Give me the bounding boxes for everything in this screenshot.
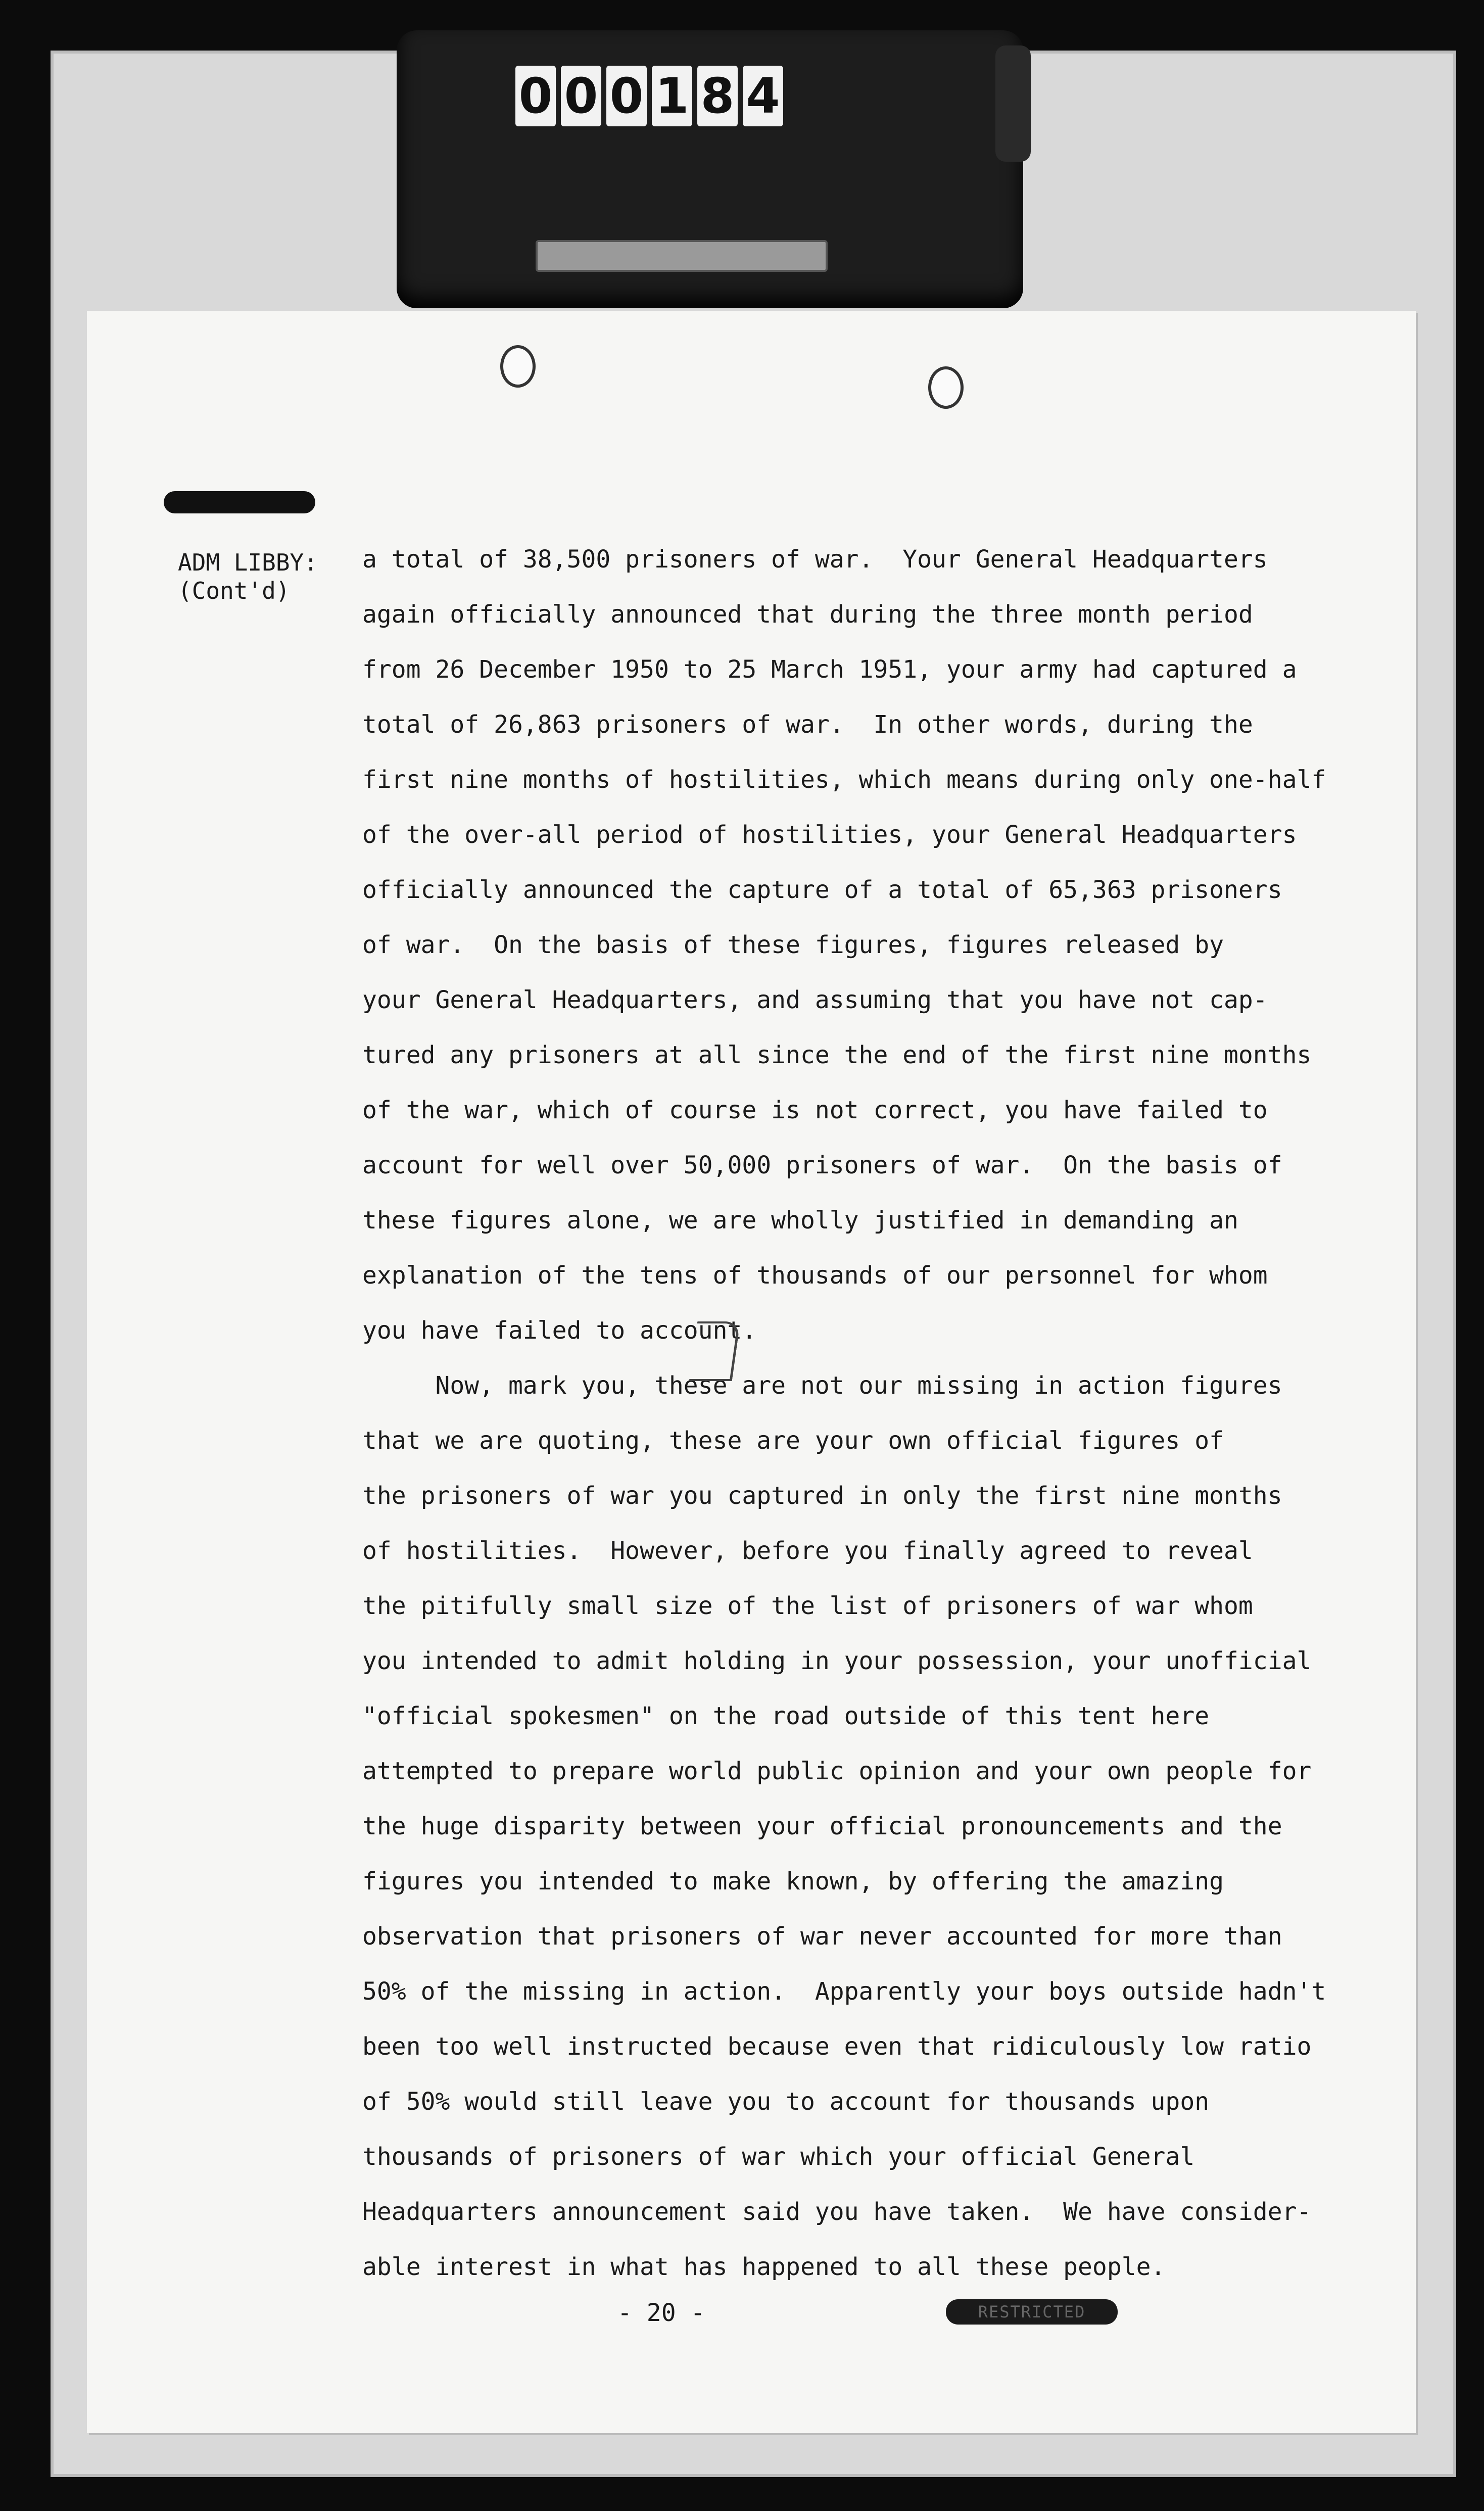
- text-line: of 50% would still leave you to account for thousands upon: [362, 2088, 1210, 2116]
- text-line: able interest in what has happened to all these people.: [362, 2253, 1166, 2281]
- text-line: first nine months of hostilities, which means during only one-half: [362, 766, 1326, 794]
- text-line: that we are quoting, these are your own official figures of: [362, 1427, 1224, 1455]
- frame-counter: [515, 66, 783, 126]
- pencil-bracket-mark: [689, 1321, 741, 1381]
- counter-digit: 0: [515, 66, 556, 126]
- counter-digit: 8: [697, 66, 738, 126]
- text-line: the pitifully small size of the list of prisoners of war whom: [362, 1592, 1253, 1620]
- text-line: Now, mark you, these are not our missing in action figures: [362, 1371, 1282, 1400]
- text-line: of the war, which of course is not correct, you have failed to: [362, 1096, 1268, 1124]
- text-line: attempted to prepare world public opinion and your own people for: [362, 1757, 1312, 1785]
- text-line: figures you intended to make known, by offering the amazing: [362, 1867, 1224, 1896]
- text-line: the huge disparity between your official pronouncements and the: [362, 1812, 1282, 1840]
- text-line: officially announced the capture of a total of 65,363 prisoners: [362, 876, 1282, 904]
- text-line: your General Headquarters, and assuming that you have not cap-: [362, 986, 1268, 1014]
- document-page: [87, 311, 1416, 2433]
- text-line: of war. On the basis of these figures, figures released by: [362, 931, 1224, 959]
- speaker-label: ADM LIBBY: (Cont'd): [178, 549, 318, 604]
- text-line: 50% of the missing in action. Apparently your boys outside hadn't: [362, 1977, 1326, 2006]
- text-line: you intended to admit holding in your possession, your unofficial: [362, 1647, 1312, 1675]
- text-line: thousands of prisoners of war which your official General: [362, 2143, 1195, 2171]
- body-text: [362, 544, 1363, 2307]
- page-number: - 20 -: [617, 2299, 705, 2327]
- counter-digit: 0: [606, 66, 647, 126]
- counter-digit: 1: [652, 66, 692, 126]
- counter-plate: [536, 240, 828, 272]
- counter-digit: 4: [743, 66, 783, 126]
- text-line: of hostilities. However, before you finally agreed to reveal: [362, 1537, 1253, 1565]
- text-line: account for well over 50,000 prisoners of war. On the basis of: [362, 1151, 1282, 1179]
- text-line: the prisoners of war you captured in only the first nine months: [362, 1482, 1282, 1510]
- text-line: observation that prisoners of war never accounted for more than: [362, 1922, 1282, 1951]
- text-line: total of 26,863 prisoners of war. In other words, during the: [362, 710, 1253, 739]
- text-line: been too well instructed because even that ridiculously low ratio: [362, 2032, 1312, 2061]
- counter-digit: 0: [561, 66, 601, 126]
- text-line: from 26 December 1950 to 25 March 1951, your army had captured a: [362, 655, 1297, 684]
- text-line: a total of 38,500 prisoners of war. Your General Headquarters: [362, 545, 1268, 574]
- text-line: these figures alone, we are wholly justified in demanding an: [362, 1206, 1238, 1235]
- restricted-stamp: RESTRICTED: [946, 2299, 1118, 2325]
- text-line: again officially announced that during the three month period: [362, 600, 1253, 629]
- punch-hole: [500, 345, 536, 388]
- redaction-bar: [164, 491, 315, 513]
- text-line: of the over-all period of hostilities, your General Headquarters: [362, 821, 1297, 849]
- punch-hole: [928, 366, 964, 409]
- text-line: "official spokesmen" on the road outside of this tent here: [362, 1702, 1210, 1730]
- text-line: Headquarters announcement said you have taken. We have consider-: [362, 2198, 1312, 2226]
- counter-knob: [995, 45, 1031, 162]
- text-line: you have failed to account.: [362, 1316, 757, 1345]
- text-line: tured any prisoners at all since the end of the first nine months: [362, 1041, 1312, 1069]
- text-line: explanation of the tens of thousands of our personnel for whom: [362, 1261, 1268, 1290]
